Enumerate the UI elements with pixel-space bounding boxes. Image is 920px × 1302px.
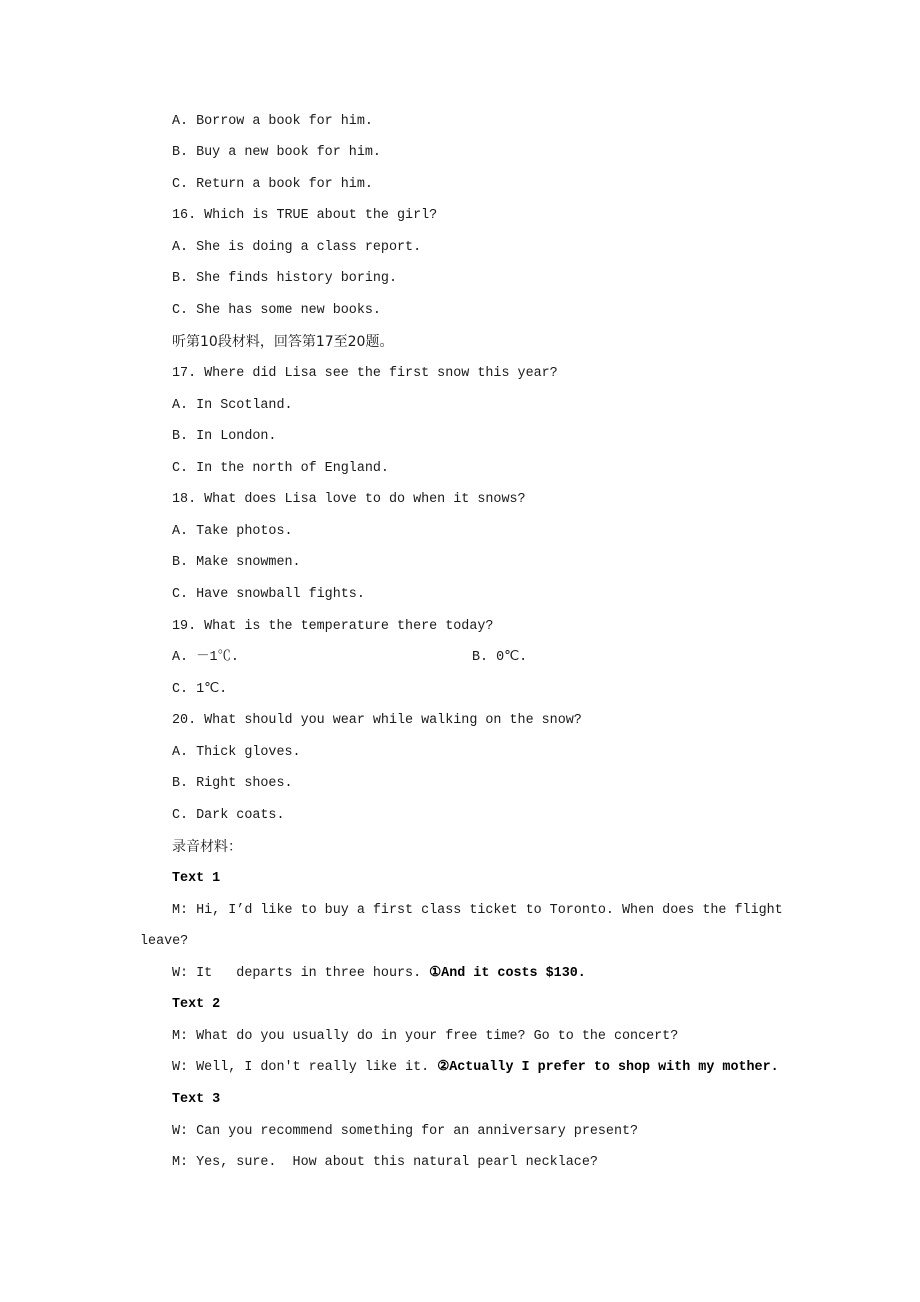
dialogue-line [172,964,586,984]
option-c: C. Have snowball fights. [172,587,365,602]
option-c: C. She has some new books. [172,303,381,318]
question-19: 19. What is the temperature there today? [172,619,494,634]
option-c: C. Dark coats. [172,808,285,823]
option-b: B. 0℃. [472,650,528,665]
text-2-heading: Text 2 [172,997,221,1012]
option-b: B. Buy a new book for him. [172,145,381,160]
section-instruction: 听第10段材料，回答第17至20题。 [172,334,394,350]
question-16: 16. Which is TRUE about the girl? [172,208,438,223]
option-a: A. Thick gloves. [172,745,301,760]
question-17: 17. Where did Lisa see the first snow this year? [172,366,558,381]
option-a: A. She is doing a class report. [172,240,422,255]
option-b: B. Make snowmen. [172,555,301,570]
option-c: C. 1℃. [172,682,228,697]
question-20: 20. What should you wear while walking on the snow? [172,713,582,728]
answer-clue: ①And it costs $130. [429,966,586,981]
dialogue-line [172,1058,779,1078]
option-c: C. In the north of England. [172,461,389,476]
option-a: A. In Scotland. [172,398,293,413]
text-1-heading: Text 1 [172,871,221,886]
answer-clue: ②Actually I prefer to shop with my mother. [437,1060,779,1075]
dialogue-line: W: Can you recommend something for an anniversary present? [172,1124,639,1139]
option-b: B. She finds history boring. [172,271,397,286]
dialogue-line: M: What do you usually do in your free time? Go to the concert? [172,1029,679,1044]
option-c: C. Return a book for him. [172,177,373,192]
option-b: B. In London. [172,429,277,444]
text-3-heading: Text 3 [172,1092,221,1107]
dialogue-line: M: Hi, I’d like to buy a first class ticket to Toronto. When does the flight [172,903,783,918]
dialogue-line: M: Yes, sure. How about this natural pearl necklace? [172,1155,598,1170]
option-b: B. Right shoes. [172,776,293,791]
dialogue-text: W: It departs in three hours. [172,966,430,981]
dialogue-line-continued: leave? [140,934,189,949]
transcript-heading: 录音材料： [172,839,242,855]
question-18: 18. What does Lisa love to do when it snows? [172,492,526,507]
option-a: A. －1℃. [172,650,239,665]
option-a: A. Take photos. [172,524,293,539]
option-a: A. Borrow a book for him. [172,114,373,129]
dialogue-text: W: Well, I don't really like it. [172,1060,438,1075]
